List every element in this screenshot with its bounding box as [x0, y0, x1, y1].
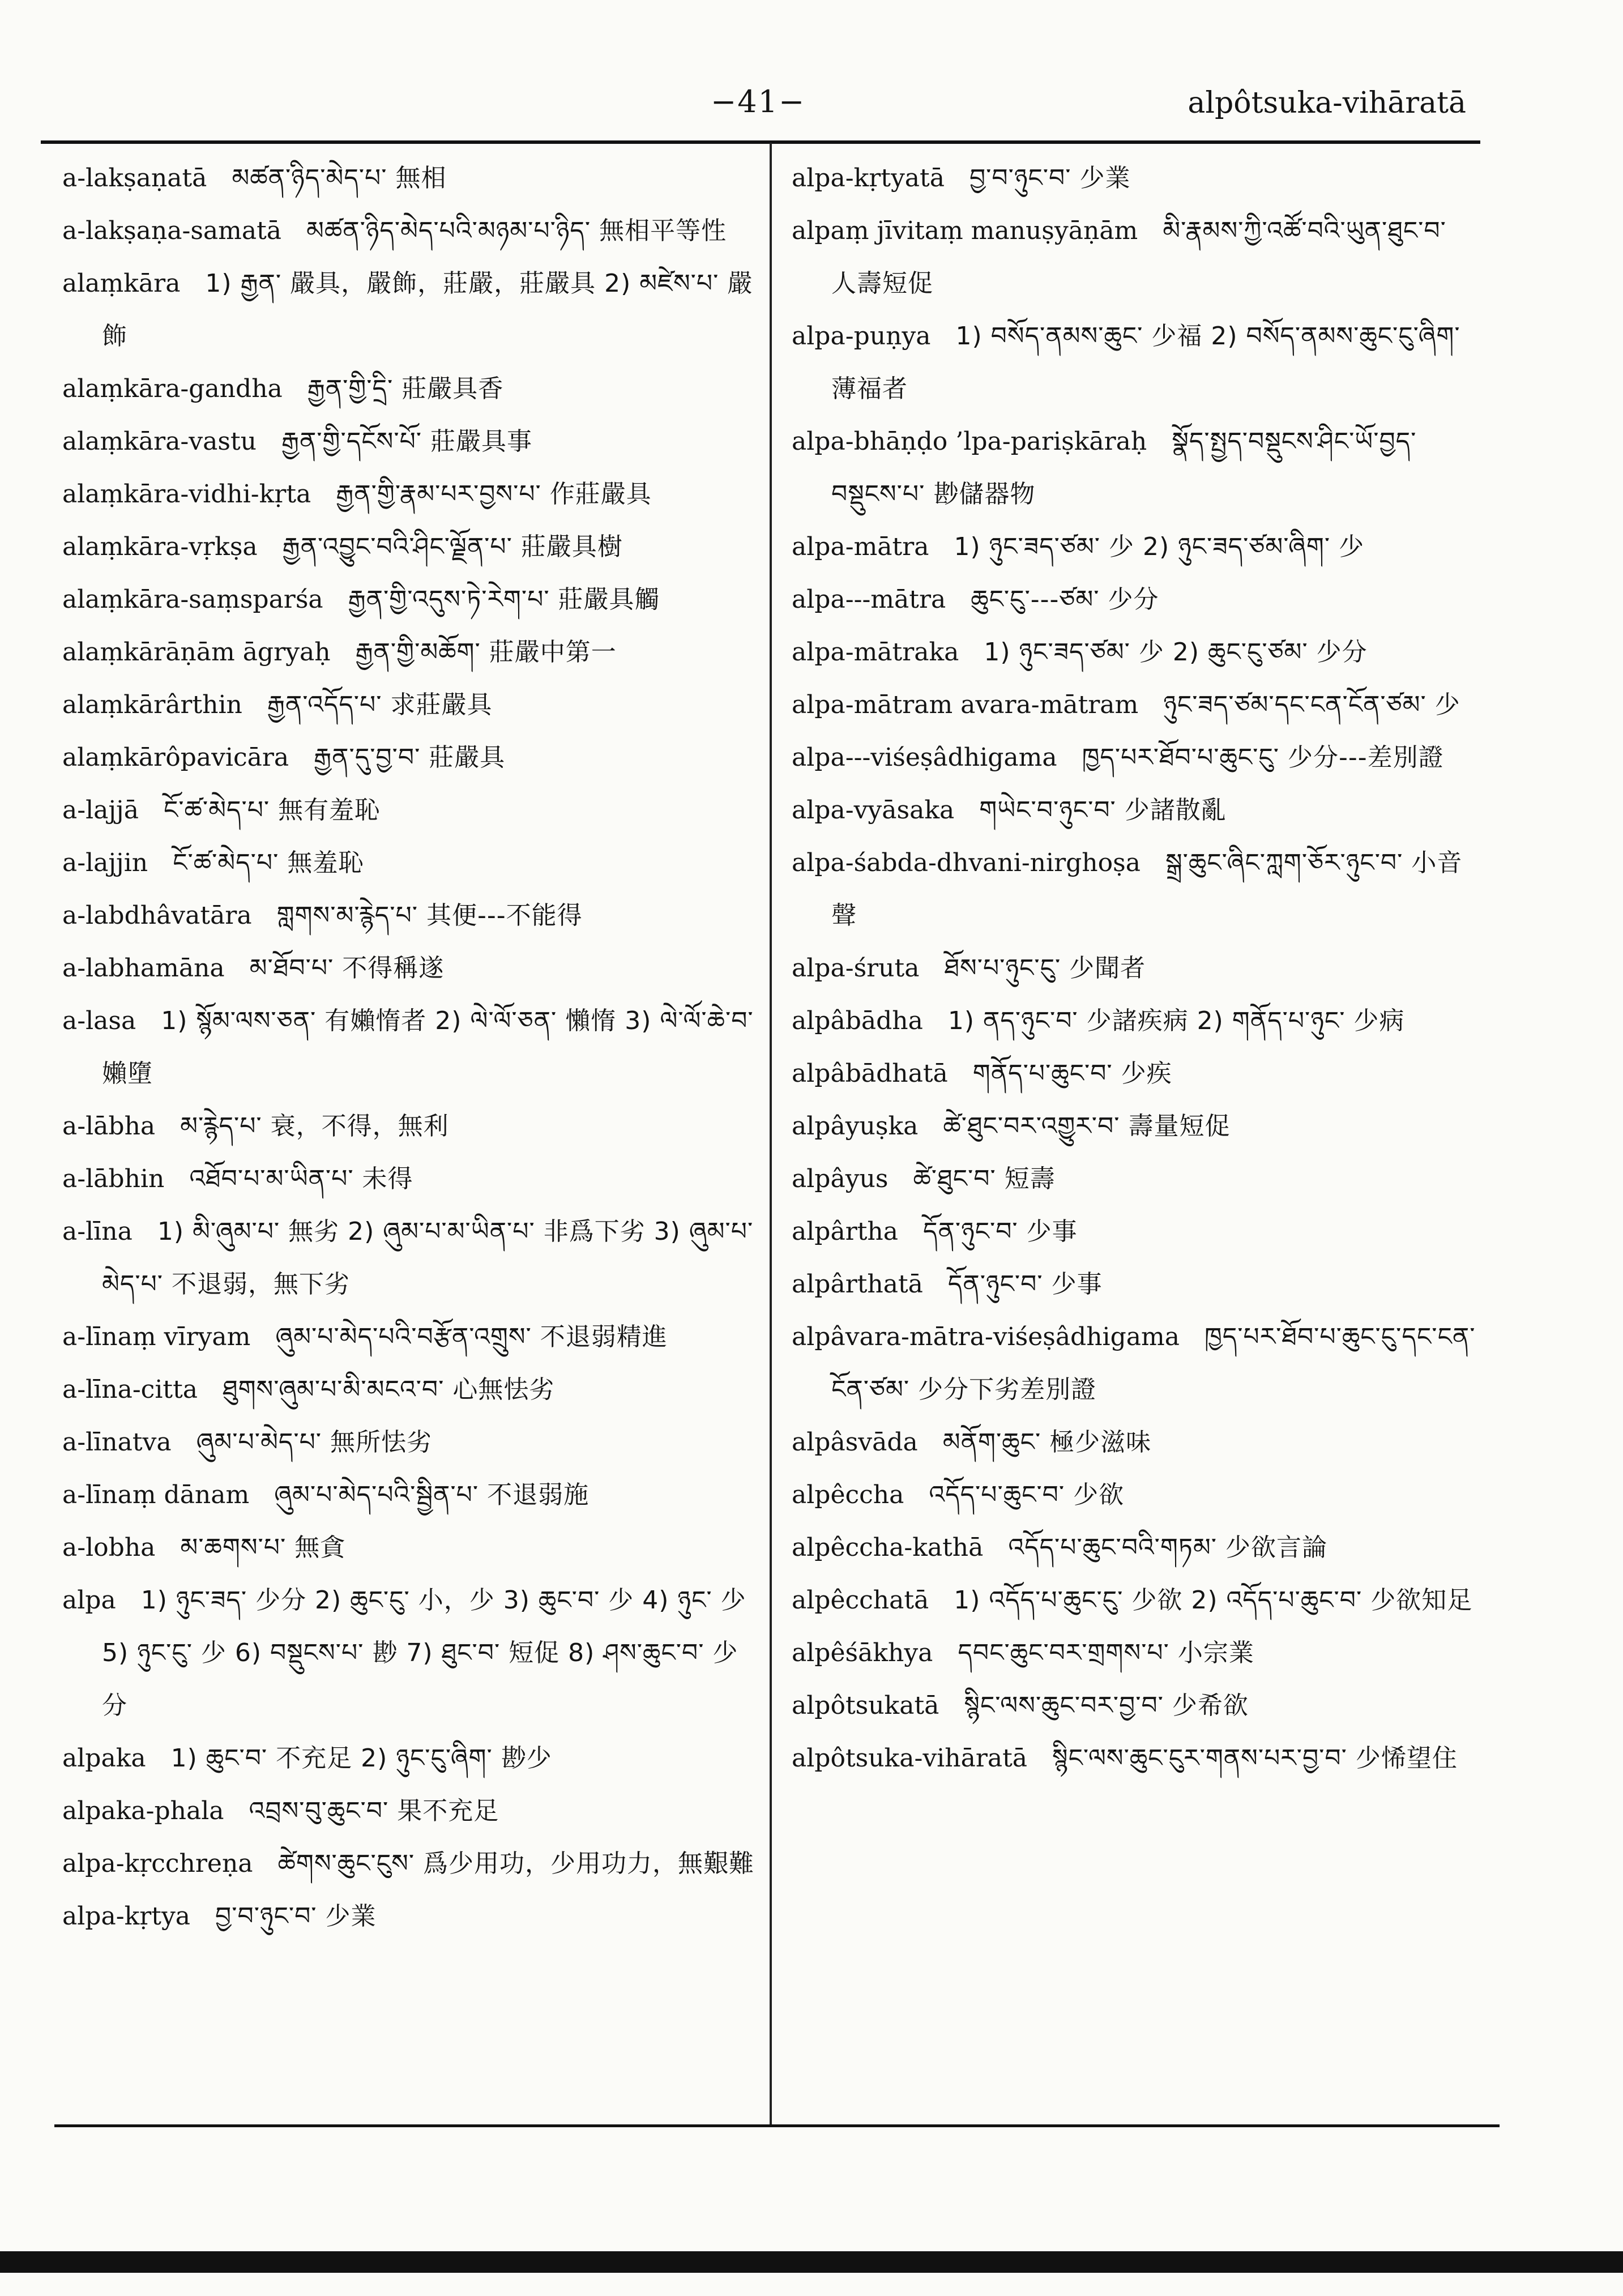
- dictionary-entry: [62, 626, 756, 678]
- dictionary-entry: [792, 678, 1477, 731]
- bottom-rule: [54, 2124, 1500, 2127]
- entry-gloss: མ་ཐོབ་པ་ 不得稱遂: [249, 954, 445, 983]
- dictionary-entry: [62, 1574, 756, 1732]
- entry-headword: alpa-kṛtyatā: [792, 164, 945, 193]
- entry-gloss: གླགས་མ་རྙེད་པ་ 其便---不能得: [276, 901, 583, 930]
- dictionary-entry: [792, 1205, 1477, 1258]
- entry-gloss: 1) ནད་ཉུང་བ་ 少諸疾病 2) གནོད་པ་ཉུང་ 少病: [947, 1006, 1405, 1035]
- dictionary-entry: [792, 1258, 1477, 1311]
- dictionary-entry: [62, 889, 756, 942]
- entry-headword: alpâsvāda: [792, 1428, 918, 1457]
- entry-headword: alpa-mātram avara-mātram: [792, 690, 1139, 719]
- entry-gloss: ཐོས་པ་ཉུང་ངུ་ 少聞者: [944, 954, 1146, 983]
- entry-gloss: 1) ཉུང་ཟད་ཙམ་ 少 2) ཆུང་ངུ་ཙམ་ 少分: [984, 638, 1368, 667]
- dictionary-entry: [792, 204, 1477, 310]
- entry-gloss: ཆུང་ངུ་---ཙམ་ 少分: [971, 585, 1159, 614]
- dictionary-entry: [792, 415, 1477, 520]
- entry-gloss: ཞུམ་པ་མེད་པའི་སྦྱིན་པ་ 不退弱施: [274, 1480, 590, 1509]
- dictionary-entry: [62, 362, 756, 415]
- dictionary-entry: [62, 1469, 756, 1521]
- dictionary-entry: [62, 1416, 756, 1469]
- dictionary-entry: [62, 942, 756, 995]
- dictionary-entry: [62, 1311, 756, 1363]
- entry-gloss: དབང་ཆུང་བར་གྲགས་པ་ 小宗業: [958, 1638, 1254, 1667]
- entry-headword: a-līnaṃ dānam: [62, 1480, 250, 1509]
- entry-headword: a-lasa: [62, 1006, 136, 1035]
- entry-gloss: ངོ་ཚ་མེད་པ་ 無羞恥: [173, 848, 364, 877]
- entry-headword: alpa-puṇya: [792, 322, 931, 351]
- entry-gloss: ཁྱད་པར་ཐོབ་པ་ཆུང་ངུ་དང་ངན་ངོན་ཙམ་ 少分下劣差別證: [831, 1322, 1476, 1404]
- running-head: alpôtsuka-vihāratā: [1188, 86, 1466, 120]
- dictionary-entry: [792, 1679, 1477, 1732]
- entry-gloss: ཚེ་ཐུང་བར་འགྱུར་བ་ 壽量短促: [943, 1112, 1231, 1141]
- entry-gloss: 1) བསོད་ནམས་ཆུང་ 少福 2) བསོད་ནམས་ཆུང་ངུ་ཞིག་ 薄福者: [831, 322, 1460, 403]
- dictionary-entry: [62, 1100, 756, 1153]
- entry-headword: alpa-śruta: [792, 954, 920, 983]
- entry-headword: alpa: [62, 1586, 116, 1615]
- entry-headword: alpârtha: [792, 1217, 898, 1246]
- entry-gloss: མ་རྙེད་པ་ 衰，不得，無利: [180, 1112, 449, 1141]
- dictionary-entry: [792, 837, 1477, 942]
- dictionary-entry: [62, 784, 756, 837]
- entry-headword: a-lābha: [62, 1112, 156, 1141]
- entry-headword: alaṃkāra-vidhi-kṛta: [62, 480, 311, 509]
- dictionary-entry: [792, 1574, 1477, 1627]
- entry-headword: alpâvara-mātra-viśeṣâdhigama: [792, 1322, 1180, 1351]
- entry-headword: a-lakṣaṇa-samatā: [62, 216, 281, 245]
- entry-gloss: ཚེགས་ཆུང་ངུས་ 爲少用功，少用功力，無艱難: [277, 1849, 755, 1878]
- column-divider: [770, 143, 772, 2125]
- entry-gloss: གནོད་པ་ཆུང་བ་ 少疾: [972, 1059, 1172, 1088]
- entry-gloss: དོན་ཉུང་བ་ 少事: [947, 1270, 1103, 1299]
- entry-headword: alaṃkāra-saṃsparśa: [62, 585, 323, 614]
- dictionary-entry: [792, 152, 1477, 204]
- scan-edge-bar: [0, 2251, 1623, 2273]
- entry-headword: a-lobha: [62, 1533, 156, 1562]
- entry-headword: a-labhamāna: [62, 954, 225, 983]
- entry-headword: alpaṃ jīvitaṃ manuṣyāṇām: [792, 216, 1138, 245]
- entry-gloss: རྒྱན་གྱི་མཆོག་ 莊嚴中第一: [355, 638, 617, 667]
- entry-headword: alaṃkāra-vastu: [62, 427, 257, 456]
- entry-gloss: འབྲས་བུ་ཆུང་བ་ 果不充足: [249, 1796, 499, 1825]
- dictionary-entry: [792, 1732, 1477, 1785]
- dictionary-entry: [792, 1627, 1477, 1679]
- entry-gloss: མནོག་ཆུང་ 極少滋味: [942, 1428, 1152, 1457]
- dictionary-entry: [62, 1521, 756, 1574]
- dictionary-entry: [792, 1469, 1477, 1521]
- entry-gloss: དོན་ཉུང་བ་ 少事: [923, 1217, 1078, 1246]
- entry-gloss: མཚན་ཉིད་མེད་པ་ 無相: [232, 164, 447, 193]
- entry-headword: a-lābhin: [62, 1164, 165, 1193]
- entry-gloss: སྙིང་ལས་ཆུང་ངུར་གནས་པར་བྱ་བ་ 少悕望住: [1052, 1744, 1458, 1773]
- dictionary-entry: [62, 415, 756, 468]
- dictionary-entry: [62, 204, 756, 257]
- entry-headword: alpaka-phala: [62, 1796, 224, 1825]
- entry-headword: a-labdhâvatāra: [62, 901, 252, 930]
- entry-gloss: མི་རྣམས་ཀྱི་འཚོ་བའི་ཡུན་ཐུང་བ་ 人壽短促: [831, 216, 1446, 298]
- entry-headword: alpa-mātraka: [792, 638, 959, 667]
- dictionary-entry: [62, 731, 756, 784]
- dictionary-entry: [62, 995, 756, 1100]
- entry-gloss: ཉུང་ཟད་ཙམ་དང་ངན་ངོན་ཙམ་ 少: [1163, 690, 1460, 719]
- dictionary-entry: [62, 1837, 756, 1890]
- dictionary-entry: [62, 1205, 756, 1311]
- dictionary-entry: [792, 1153, 1477, 1205]
- dictionary-entry: [62, 257, 756, 362]
- entry-headword: alpâbādhatā: [792, 1059, 948, 1088]
- entry-headword: alpa-kṛcchreṇa: [62, 1849, 253, 1878]
- entry-gloss: འདོད་པ་ཆུང་བའི་གཏམ་ 少欲言論: [1008, 1533, 1327, 1562]
- entry-gloss: རྒྱན་འབྱུང་བའི་ཤིང་ལྗོན་པ་ 莊嚴具樹: [282, 532, 623, 561]
- entry-gloss: སྙིང་ལས་ཆུང་བར་བྱ་བ་ 少希欲: [964, 1691, 1249, 1720]
- dictionary-entry: [792, 573, 1477, 626]
- dictionary-entry: [792, 784, 1477, 837]
- dictionary-entry: [62, 1363, 756, 1416]
- dictionary-entry: [792, 995, 1477, 1047]
- entry-gloss: གཡེང་བ་ཉུང་བ་ 少諸散亂: [979, 796, 1227, 825]
- dictionary-entry: [792, 1416, 1477, 1469]
- entry-headword: alaṃkārârthin: [62, 690, 242, 719]
- entry-gloss: འདོད་པ་ཆུང་བ་ 少欲: [929, 1480, 1125, 1509]
- entry-headword: alpêcchatā: [792, 1586, 929, 1615]
- dictionary-entry: [792, 1311, 1477, 1416]
- entry-gloss: 1) ཉུང་ཟད་ 少分 2) ཆུང་ངུ་ 小，少 3) ཆུང་བ་ 少 4) ཉུང་ 少 5) ཉུང་ངུ་ 少 6) བསྡུངས་པ་ 尠 7) ཐུང་བ་ 短促 8) ཤས་ཆུང་བ་ 少分: [102, 1586, 746, 1720]
- entry-gloss: 1) ཆུང་བ་ 不充足 2) ཉུང་ངུ་ཞིག་ 尠少: [170, 1744, 552, 1773]
- entry-gloss: མཚན་ཉིད་མེད་པའི་མཉམ་པ་ཉིད་ 無相平等性: [306, 216, 727, 245]
- entry-gloss: རྒྱན་གྱི་འདུས་ཏེ་རེག་པ་ 莊嚴具觸: [348, 585, 660, 614]
- entry-gloss: ཞུམ་པ་མེད་པ་ 無所怯劣: [196, 1428, 432, 1457]
- entry-headword: alpa---viśeṣâdhigama: [792, 743, 1057, 772]
- entry-headword: alpa-mātra: [792, 532, 929, 561]
- top-rule: [41, 140, 1480, 144]
- entry-headword: alpaka: [62, 1744, 146, 1773]
- dictionary-entry: [62, 1785, 756, 1837]
- dictionary-entry: [62, 837, 756, 889]
- dictionary-entry: [62, 1890, 756, 1943]
- entry-headword: a-līnatva: [62, 1428, 172, 1457]
- dictionary-entry: [792, 310, 1477, 415]
- entry-headword: alpa-śabda-dhvani-nirghoṣa: [792, 848, 1141, 877]
- entry-gloss: ངོ་ཚ་མེད་པ་ 無有羞恥: [163, 796, 381, 825]
- entry-headword: alpêccha: [792, 1480, 904, 1509]
- entry-headword: alpôtsuka-vihāratā: [792, 1744, 1028, 1773]
- entry-headword: a-līna: [62, 1217, 133, 1246]
- entry-headword: alpêśākhya: [792, 1638, 933, 1667]
- entry-gloss: 1) འདོད་པ་ཆུང་ངུ་ 少欲 2) འདོད་པ་ཆུང་བ་ 少欲知足: [954, 1586, 1473, 1615]
- entry-headword: alaṃkāra-vṛkṣa: [62, 532, 258, 561]
- entry-headword: alpâyus: [792, 1164, 889, 1193]
- entry-headword: alpârthatā: [792, 1270, 923, 1299]
- entry-headword: a-lajjā: [62, 796, 139, 825]
- dictionary-entry: [792, 942, 1477, 995]
- entry-gloss: 1) སྙོམ་ལས་ཅན་ 有嬾惰者 2) ལེ་ལོ་ཅན་ 懶惰 3) ལེ་ལོ་ཆེ་བ་ 嬾墮: [102, 1006, 754, 1088]
- left-column: [62, 152, 756, 1943]
- entry-headword: alpa---mātra: [792, 585, 946, 614]
- right-column: [792, 152, 1477, 1785]
- dictionary-entry: [62, 1732, 756, 1785]
- dictionary-entry: [62, 520, 756, 573]
- entry-headword: a-lajjin: [62, 848, 148, 877]
- entry-headword: alpêccha-kathā: [792, 1533, 984, 1562]
- dictionary-entry: [62, 678, 756, 731]
- entry-headword: alaṃkārôpavicāra: [62, 743, 289, 772]
- entry-headword: alaṃkāra-gandha: [62, 374, 283, 403]
- entry-headword: a-līnaṃ vīryam: [62, 1322, 251, 1351]
- entry-gloss: རྒྱན་གྱི་དངོས་པོ་ 莊嚴具事: [281, 427, 532, 456]
- entry-gloss: བྱ་བ་ཉུང་བ་ 少業: [215, 1902, 377, 1931]
- entry-gloss: 1) རྒྱན་ 嚴具，嚴飾，莊嚴，莊嚴具 2) མཛེས་པ་ 嚴飾: [102, 269, 753, 351]
- entry-gloss: འཐོབ་པ་མ་ཡིན་པ་ 未得: [189, 1164, 413, 1193]
- entry-gloss: རྒྱན་གྱི་རྣམ་པར་བྱས་པ་ 作莊嚴具: [336, 480, 652, 509]
- entry-gloss: ཁྱད་པར་ཐོབ་པ་ཆུང་ངུ་ 少分---差別證: [1082, 743, 1444, 772]
- entry-gloss: སྣོད་སྤྱད་བསྡུངས་ཤིང་ཡོ་བྱད་བསྡུངས་པ་ 尠儲器物: [831, 427, 1417, 509]
- entry-headword: alpâbādha: [792, 1006, 923, 1035]
- dictionary-entry: [792, 626, 1477, 678]
- entry-headword: alpâyuṣka: [792, 1112, 919, 1141]
- dictionary-entry: [62, 468, 756, 520]
- entry-gloss: ཞུམ་པ་མེད་པའི་བརྩོན་འགྲུས་ 不退弱精進: [275, 1322, 668, 1351]
- entry-headword: a-lakṣaṇatā: [62, 164, 207, 193]
- dictionary-entry: [62, 573, 756, 626]
- entry-gloss: རྒྱན་དུ་བྱ་བ་ 莊嚴具: [314, 743, 506, 772]
- entry-headword: alaṃkārāṇām āgryaḥ: [62, 638, 331, 667]
- entry-gloss: མ་ཆགས་པ་ 無貪: [180, 1533, 346, 1562]
- entry-headword: alpa-bhāṇḍo ’lpa-pariṣkāraḥ: [792, 427, 1147, 456]
- entry-headword: alaṃkāra: [62, 269, 181, 298]
- dictionary-entry: [62, 152, 756, 204]
- entry-gloss: རྒྱན་འདོད་པ་ 求莊嚴具: [267, 690, 493, 719]
- entry-gloss: སྒྲ་ཆུང་ཞིང་ཀླག་ཅོར་ཉུང་བ་ 小音聲: [831, 848, 1463, 930]
- entry-gloss: ཐུགས་ཞུམ་པ་མི་མངའ་བ་ 心無怯劣: [223, 1375, 555, 1404]
- dictionary-entry: [792, 731, 1477, 784]
- dictionary-entry: [792, 1100, 1477, 1153]
- dictionary-entry: [792, 1047, 1477, 1100]
- entry-headword: a-līna-citta: [62, 1375, 198, 1404]
- entry-gloss: 1) མི་ཞུམ་པ་ 無劣 2) ཞུམ་པ་མ་ཡིན་པ་ 非爲下劣 3) ཞུམ་པ་མེད་པ་ 不退弱，無下劣: [102, 1217, 754, 1299]
- dictionary-entry: [792, 1521, 1477, 1574]
- entry-headword: alpa-kṛtya: [62, 1902, 191, 1931]
- dictionary-entry: [792, 520, 1477, 573]
- entry-gloss: 1) ཉུང་ཟད་ཙམ་ 少 2) ཉུང་ཟད་ཙམ་ཞིག་ 少: [954, 532, 1365, 561]
- entry-gloss: ཚེ་ཐུང་བ་ 短壽: [913, 1164, 1056, 1193]
- entry-headword: alpôtsukatā: [792, 1691, 939, 1720]
- dictionary-entry: [62, 1153, 756, 1205]
- page-number: −41−: [711, 84, 806, 120]
- entry-gloss: བྱ་བ་ཉུང་བ་ 少業: [969, 164, 1131, 193]
- entry-gloss: རྒྱན་གྱི་དྲི་ 莊嚴具香: [307, 374, 504, 403]
- entry-headword: alpa-vyāsaka: [792, 796, 955, 825]
